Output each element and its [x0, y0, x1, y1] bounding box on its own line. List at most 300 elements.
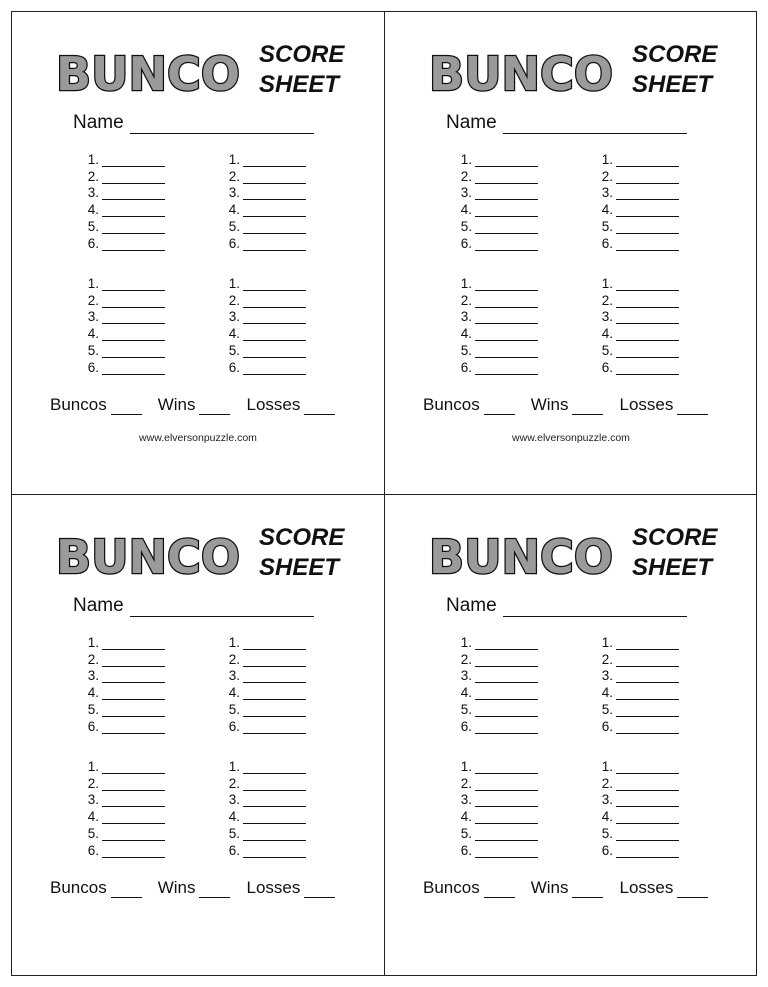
name-field[interactable] [503, 599, 687, 617]
score-line-number: 4. [228, 202, 240, 218]
bunco-logo [52, 46, 244, 98]
score-line [83, 683, 165, 700]
score-line-number: 1. [601, 758, 613, 774]
score-field[interactable] [616, 705, 679, 717]
score-line [224, 324, 306, 341]
score-field[interactable] [616, 239, 679, 251]
website-url: www.elversonpuzzle.com [512, 432, 630, 444]
score-line-number: 1. [228, 634, 240, 650]
wins-label: Wins [530, 878, 569, 897]
score-field[interactable] [475, 205, 538, 217]
score-card [12, 12, 384, 494]
score-line-number: 4. [87, 202, 99, 218]
score-field[interactable] [243, 638, 306, 650]
score-field[interactable] [616, 279, 679, 291]
score-field[interactable] [243, 205, 306, 217]
score-field[interactable] [102, 829, 165, 841]
name-row [446, 595, 687, 617]
score-line-number: 2. [228, 292, 240, 308]
score-line [83, 650, 165, 667]
score-field[interactable] [102, 762, 165, 774]
score-line-number: 5. [87, 342, 99, 358]
score-line-number: 4. [601, 202, 613, 218]
score-line-number: 1. [228, 151, 240, 167]
score-line-number: 1. [460, 758, 472, 774]
score-line-number: 5. [460, 342, 472, 358]
score-line [456, 774, 538, 791]
score-field[interactable] [243, 829, 306, 841]
score-line [597, 700, 679, 717]
score-line-number: 6. [228, 359, 240, 375]
score-line-number: 6. [87, 235, 99, 251]
score-line [597, 650, 679, 667]
score-line [224, 200, 306, 217]
score-field[interactable] [102, 296, 165, 308]
score-field[interactable] [475, 279, 538, 291]
score-line-number: 4. [601, 685, 613, 701]
score-line-number: 3. [601, 792, 613, 808]
score-line [456, 757, 538, 774]
round-score-block [456, 757, 538, 858]
bunco-logo-text: BUNCO [56, 47, 240, 98]
score-field[interactable] [243, 762, 306, 774]
name-row [73, 595, 314, 617]
score-line-number: 4. [87, 326, 99, 342]
wins-label: Wins [530, 395, 569, 414]
score-line [456, 234, 538, 251]
sheet-word: SHEET [259, 71, 340, 98]
score-field[interactable] [616, 329, 679, 341]
score-field[interactable] [475, 829, 538, 841]
score-line [224, 700, 306, 717]
name-row [73, 112, 314, 134]
score-line-number: 1. [601, 634, 613, 650]
score-line [83, 757, 165, 774]
buncos-field[interactable] [111, 882, 142, 898]
buncos-label: Buncos [50, 878, 107, 897]
score-line-number: 4. [228, 685, 240, 701]
score-line-number: 2. [228, 775, 240, 791]
score-line-number: 5. [228, 701, 240, 717]
score-line [456, 358, 538, 375]
score-field[interactable] [243, 346, 306, 358]
score-line [456, 667, 538, 684]
score-line [83, 700, 165, 717]
tally-row [50, 878, 351, 898]
score-line [597, 234, 679, 251]
score-field[interactable] [616, 846, 679, 858]
sheet-word: SHEET [632, 71, 713, 98]
score-line [456, 217, 538, 234]
score-line-number: 6. [87, 842, 99, 858]
bunco-logo [425, 46, 617, 98]
score-line-number: 6. [601, 359, 613, 375]
buncos-field[interactable] [484, 882, 515, 898]
name-field[interactable] [503, 116, 687, 134]
score-field[interactable] [102, 671, 165, 683]
score-line [83, 791, 165, 808]
score-line [224, 757, 306, 774]
score-field[interactable] [475, 312, 538, 324]
losses-label: Losses [246, 395, 301, 414]
round-score-block [597, 150, 679, 251]
score-line-number: 5. [460, 825, 472, 841]
buncos-field[interactable] [111, 399, 142, 415]
score-line-number: 2. [87, 292, 99, 308]
sheet-word: SHEET [259, 554, 340, 581]
score-field[interactable] [243, 239, 306, 251]
score-field[interactable] [616, 812, 679, 824]
losses-tally [246, 395, 335, 415]
score-field[interactable] [616, 172, 679, 184]
score-line-number: 3. [87, 668, 99, 684]
score-line-number: 5. [87, 825, 99, 841]
score-line-number: 1. [87, 151, 99, 167]
score-field[interactable] [102, 846, 165, 858]
score-field[interactable] [616, 155, 679, 167]
score-field[interactable] [475, 722, 538, 734]
wins-field[interactable] [199, 399, 230, 415]
score-line [597, 824, 679, 841]
score-line [597, 341, 679, 358]
score-line-number: 5. [601, 825, 613, 841]
score-line [597, 683, 679, 700]
score-field[interactable] [243, 363, 306, 375]
score-field[interactable] [475, 795, 538, 807]
score-field[interactable] [243, 329, 306, 341]
score-field[interactable] [102, 363, 165, 375]
score-field[interactable] [616, 205, 679, 217]
score-line [224, 774, 306, 791]
score-field[interactable] [102, 812, 165, 824]
website-url: www.elversonpuzzle.com [139, 432, 257, 444]
score-line [456, 341, 538, 358]
score-field[interactable] [475, 329, 538, 341]
score-line [456, 824, 538, 841]
score-line-number: 5. [87, 701, 99, 717]
score-field[interactable] [102, 705, 165, 717]
score-line-number: 2. [460, 292, 472, 308]
score-field[interactable] [475, 638, 538, 650]
score-line [83, 841, 165, 858]
score-field[interactable] [475, 239, 538, 251]
score-line [456, 650, 538, 667]
score-line-number: 5. [601, 218, 613, 234]
score-line [597, 184, 679, 201]
score-line [597, 667, 679, 684]
losses-field[interactable] [677, 399, 708, 415]
name-field[interactable] [130, 599, 314, 617]
round-score-block [597, 633, 679, 734]
name-label: Name [73, 595, 124, 616]
score-field[interactable] [475, 812, 538, 824]
score-line-number: 3. [228, 792, 240, 808]
score-line-number: 1. [601, 275, 613, 291]
score-sheet-title [632, 523, 717, 583]
score-field[interactable] [616, 671, 679, 683]
score-line [224, 150, 306, 167]
score-field[interactable] [102, 638, 165, 650]
losses-field[interactable] [677, 882, 708, 898]
score-field[interactable] [616, 829, 679, 841]
score-field[interactable] [616, 363, 679, 375]
score-line [597, 167, 679, 184]
score-field[interactable] [243, 705, 306, 717]
score-field[interactable] [102, 172, 165, 184]
score-field[interactable] [243, 812, 306, 824]
name-label: Name [73, 112, 124, 133]
score-line [224, 683, 306, 700]
score-line [597, 324, 679, 341]
wins-field[interactable] [572, 399, 603, 415]
score-field[interactable] [102, 312, 165, 324]
score-line-number: 4. [460, 685, 472, 701]
score-line [83, 308, 165, 325]
score-field[interactable] [243, 188, 306, 200]
score-field[interactable] [102, 239, 165, 251]
score-line [597, 308, 679, 325]
score-line-number: 4. [87, 685, 99, 701]
score-line-number: 1. [87, 634, 99, 650]
losses-field[interactable] [304, 882, 335, 898]
score-line [456, 324, 538, 341]
score-line [597, 217, 679, 234]
score-line-number: 4. [228, 326, 240, 342]
score-line [597, 774, 679, 791]
score-line [83, 167, 165, 184]
score-line-number: 2. [228, 651, 240, 667]
losses-tally [619, 878, 708, 898]
score-field[interactable] [475, 296, 538, 308]
score-line-number: 6. [460, 842, 472, 858]
score-line [597, 200, 679, 217]
round-score-block [224, 757, 306, 858]
score-field[interactable] [475, 188, 538, 200]
score-field[interactable] [102, 779, 165, 791]
score-field[interactable] [243, 846, 306, 858]
score-line-number: 1. [228, 275, 240, 291]
score-field[interactable] [616, 638, 679, 650]
score-line-number: 3. [87, 792, 99, 808]
score-field[interactable] [616, 722, 679, 734]
score-line-number: 3. [228, 668, 240, 684]
score-line-number: 2. [87, 168, 99, 184]
wins-field[interactable] [572, 882, 603, 898]
score-field[interactable] [243, 795, 306, 807]
losses-tally [619, 395, 708, 415]
score-field[interactable] [243, 279, 306, 291]
score-line-number: 2. [460, 168, 472, 184]
score-line [83, 774, 165, 791]
score-field[interactable] [475, 688, 538, 700]
score-field[interactable] [102, 795, 165, 807]
score-line-number: 6. [460, 235, 472, 251]
score-field[interactable] [616, 222, 679, 234]
score-field[interactable] [616, 688, 679, 700]
score-line [224, 667, 306, 684]
score-line-number: 6. [460, 359, 472, 375]
wins-field[interactable] [199, 882, 230, 898]
bunco-logo [52, 529, 244, 581]
score-line-number: 6. [87, 359, 99, 375]
score-field[interactable] [616, 779, 679, 791]
score-field[interactable] [475, 155, 538, 167]
score-line [456, 791, 538, 808]
score-sheet-title [259, 523, 344, 583]
score-line-number: 5. [228, 342, 240, 358]
score-field[interactable] [102, 688, 165, 700]
buncos-tally [50, 878, 142, 898]
score-line [83, 291, 165, 308]
score-line-number: 6. [228, 235, 240, 251]
score-field[interactable] [616, 655, 679, 667]
score-field[interactable] [243, 655, 306, 667]
score-field[interactable] [102, 346, 165, 358]
score-line-number: 2. [601, 292, 613, 308]
score-field[interactable] [243, 155, 306, 167]
score-field[interactable] [616, 762, 679, 774]
score-field[interactable] [475, 172, 538, 184]
score-line-number: 1. [460, 634, 472, 650]
buncos-label: Buncos [423, 395, 480, 414]
score-word: SCORE [632, 41, 718, 68]
score-line-number: 3. [460, 309, 472, 325]
score-field[interactable] [102, 722, 165, 734]
score-field[interactable] [475, 705, 538, 717]
score-line [597, 150, 679, 167]
score-line [83, 234, 165, 251]
score-line-number: 5. [460, 218, 472, 234]
score-line-number: 6. [601, 842, 613, 858]
score-line-number: 5. [228, 825, 240, 841]
score-field[interactable] [475, 346, 538, 358]
score-line [83, 274, 165, 291]
score-field[interactable] [102, 279, 165, 291]
score-line [224, 217, 306, 234]
score-field[interactable] [475, 222, 538, 234]
score-line [456, 633, 538, 650]
score-line [224, 824, 306, 841]
score-field[interactable] [616, 346, 679, 358]
score-field[interactable] [475, 779, 538, 791]
score-field[interactable] [102, 205, 165, 217]
round-score-block [83, 274, 165, 375]
score-line [224, 807, 306, 824]
score-field[interactable] [616, 296, 679, 308]
score-field[interactable] [243, 688, 306, 700]
wins-label: Wins [157, 395, 196, 414]
score-field[interactable] [243, 779, 306, 791]
score-word: SCORE [259, 524, 345, 551]
score-line [83, 341, 165, 358]
score-line-number: 3. [460, 792, 472, 808]
score-field[interactable] [616, 188, 679, 200]
score-line-number: 4. [460, 202, 472, 218]
score-field[interactable] [102, 188, 165, 200]
score-line [83, 200, 165, 217]
score-line-number: 6. [228, 718, 240, 734]
score-line [456, 184, 538, 201]
score-field[interactable] [475, 363, 538, 375]
score-field[interactable] [243, 222, 306, 234]
losses-field[interactable] [304, 399, 335, 415]
score-field[interactable] [475, 671, 538, 683]
score-field[interactable] [243, 312, 306, 324]
wins-tally [158, 395, 231, 415]
score-line [456, 841, 538, 858]
score-line-number: 3. [460, 668, 472, 684]
losses-label: Losses [246, 878, 301, 897]
score-field[interactable] [616, 312, 679, 324]
score-line-number: 2. [601, 775, 613, 791]
score-line-number: 2. [601, 168, 613, 184]
score-field[interactable] [102, 155, 165, 167]
round-score-block [456, 633, 538, 734]
name-field[interactable] [130, 116, 314, 134]
score-line-number: 2. [460, 651, 472, 667]
score-field[interactable] [243, 172, 306, 184]
score-line [456, 807, 538, 824]
round-score-block [83, 150, 165, 251]
score-field[interactable] [102, 222, 165, 234]
score-line-number: 2. [87, 651, 99, 667]
score-line-number: 6. [87, 718, 99, 734]
score-line [597, 358, 679, 375]
score-line [83, 667, 165, 684]
score-field[interactable] [243, 296, 306, 308]
score-line-number: 4. [601, 326, 613, 342]
score-line [456, 200, 538, 217]
round-score-block [224, 274, 306, 375]
name-label: Name [446, 595, 497, 616]
score-field[interactable] [475, 762, 538, 774]
score-line [83, 807, 165, 824]
score-line [597, 791, 679, 808]
round-score-block [456, 150, 538, 251]
round-score-block [456, 274, 538, 375]
score-line-number: 2. [460, 775, 472, 791]
score-field[interactable] [616, 795, 679, 807]
score-field[interactable] [243, 671, 306, 683]
score-line-number: 1. [460, 275, 472, 291]
bunco-logo [425, 529, 617, 581]
score-field[interactable] [475, 846, 538, 858]
score-line [224, 358, 306, 375]
score-line [456, 308, 538, 325]
score-line [597, 757, 679, 774]
buncos-label: Buncos [50, 395, 107, 414]
buncos-field[interactable] [484, 399, 515, 415]
wins-label: Wins [157, 878, 196, 897]
score-line [224, 308, 306, 325]
round-score-block [83, 757, 165, 858]
score-card [385, 495, 757, 977]
score-line [83, 358, 165, 375]
score-field[interactable] [475, 655, 538, 667]
score-field[interactable] [102, 329, 165, 341]
score-field[interactable] [243, 722, 306, 734]
score-line-number: 4. [228, 809, 240, 825]
round-score-block [597, 274, 679, 375]
score-field[interactable] [102, 655, 165, 667]
score-line-number: 1. [87, 758, 99, 774]
score-line [224, 650, 306, 667]
score-line-number: 2. [228, 168, 240, 184]
buncos-tally [423, 878, 515, 898]
score-line [224, 841, 306, 858]
buncos-tally [50, 395, 142, 415]
score-line [597, 717, 679, 734]
